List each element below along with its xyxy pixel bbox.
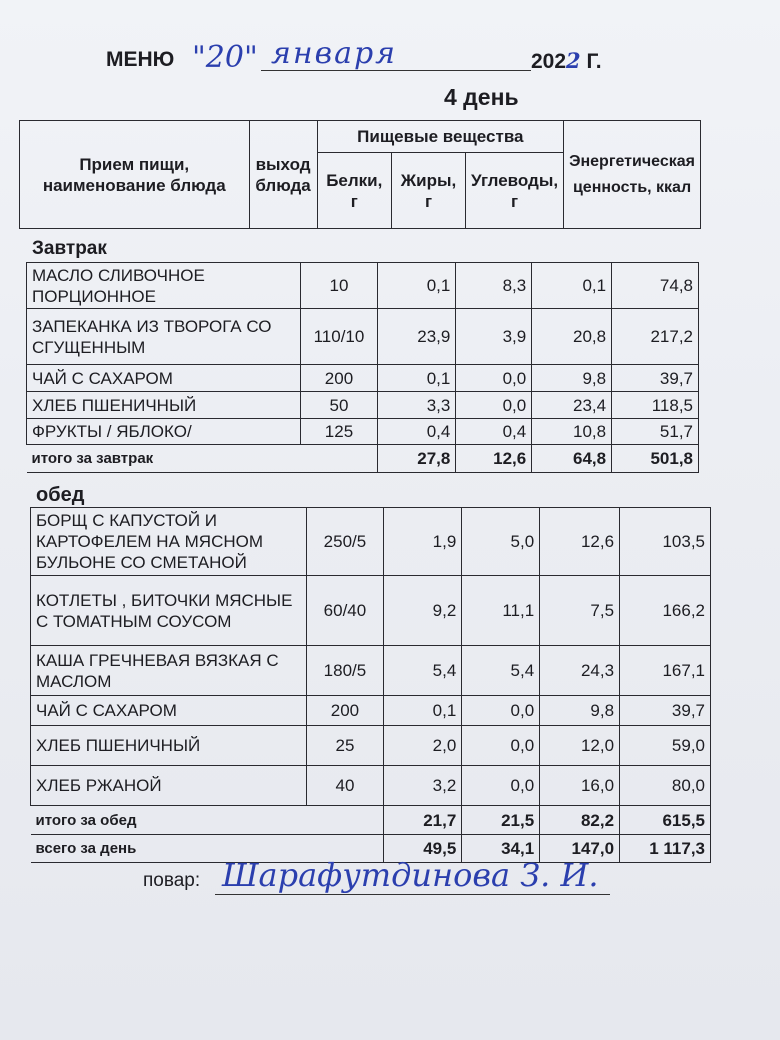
col-energy-header: Энергетическая ценность, ккал (564, 121, 701, 229)
day-total-row: всего за день 49,5 34,1 147,0 1 117,3 (31, 835, 711, 863)
handwritten-month: января (271, 36, 398, 71)
lunch-row: ЧАЙ С САХАРОМ 200 0,1 0,0 9,8 39,7 (31, 696, 711, 726)
cook-label: повар: (143, 870, 201, 891)
lunch-row: КАША ГРЕЧНЕВАЯ ВЯЗКАЯ С МАСЛОМ 180/5 5,4 5,4 24,3 167,1 (31, 646, 711, 696)
breakfast-row: ХЛЕБ ПШЕНИЧНЫЙ 50 3,3 0,0 23,4 118,5 (27, 392, 699, 419)
lunch-row: ХЛЕБ РЖАНОЙ 40 3,2 0,0 16,0 80,0 (31, 766, 711, 806)
breakfast-table (26, 262, 699, 473)
handwritten-day: "20" (192, 40, 258, 75)
lunch-row: ХЛЕБ ПШЕНИЧНЫЙ 25 2,0 0,0 12,0 59,0 (31, 726, 711, 766)
col-protein-header: Белки, г (317, 153, 391, 229)
col-meal-header: Прием пищи, наименование блюда (20, 121, 250, 229)
breakfast-row: МАСЛО СЛИВОЧНОЕ ПОРЦИОННОЕ 10 0,1 8,3 0,1 74,8 (27, 263, 699, 309)
lunch-row: БОРЩ С КАПУСТОЙ И КАРТОФЕЛЕМ НА МЯСНОМ БУЛЬОНЕ СО СМЕТАНОЙ 250/5 1,9 5,0 12,6 103,5 (31, 508, 711, 576)
menu-header (106, 36, 626, 80)
header-table (19, 120, 701, 229)
lunch-total-row: итого за обед 21,7 21,5 82,2 615,5 (31, 806, 711, 835)
year-label: 2022 Г. (531, 48, 602, 73)
lunch-table (30, 507, 711, 863)
col-carbs-header: Углеводы, г (466, 153, 564, 229)
breakfast-total-row: итого за завтрак 27,8 12,6 64,8 501,8 (27, 445, 699, 473)
breakfast-title: Завтрак (32, 238, 107, 259)
handwritten-year-fix: 2 (566, 48, 581, 73)
breakfast-row: ЧАЙ С САХАРОМ 200 0,1 0,0 9,8 39,7 (27, 365, 699, 392)
cook-signature: Шарафутдинова З. И. (222, 856, 599, 894)
col-nutrients-header: Пищевые вещества (317, 121, 564, 153)
breakfast-row: ФРУКТЫ / ЯБЛОКО/ 125 0,4 0,4 10,8 51,7 (27, 419, 699, 445)
page-subtitle: 4 день (444, 84, 519, 110)
breakfast-row: ЗАПЕКАНКА ИЗ ТВОРОГА СО СГУЩЕННЫМ 110/10 23,9 3,9 20,8 217,2 (27, 309, 699, 365)
col-fat-header: Жиры, г (391, 153, 465, 229)
lunch-title: обед (36, 484, 85, 506)
cook-signature-line (215, 894, 610, 895)
menu-label: МЕНЮ (106, 48, 175, 71)
month-field (261, 36, 531, 71)
col-yield-header: выход блюда (249, 121, 317, 229)
lunch-row: КОТЛЕТЫ , БИТОЧКИ МЯСНЫЕ С ТОМАТНЫМ СОУСОМ 60/40 9,2 11,1 7,5 166,2 (31, 576, 711, 646)
